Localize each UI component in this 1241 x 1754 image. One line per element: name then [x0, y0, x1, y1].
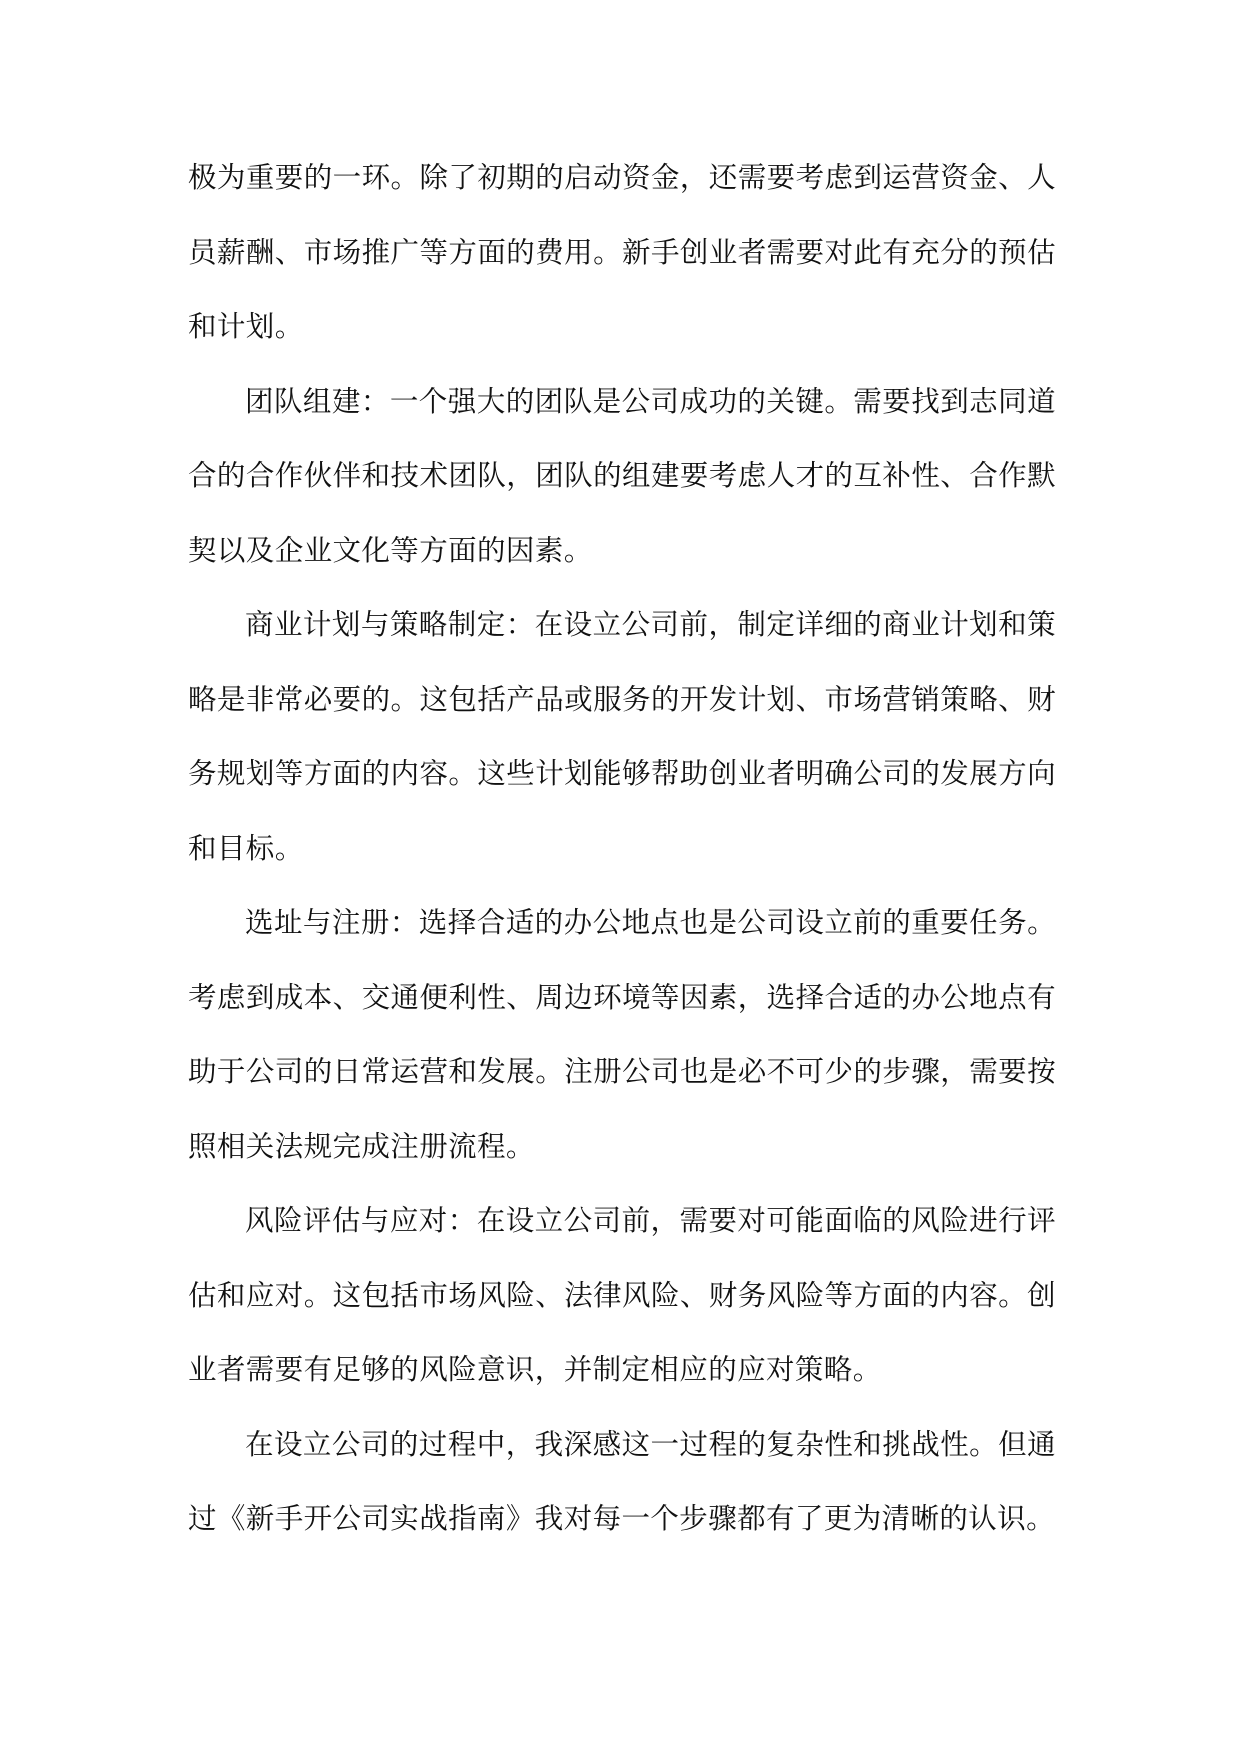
body-text [188, 141, 1056, 1557]
paragraph-risk-assessment: 风险评估与应对：在设立公司前，需要对可能面临的风险进行评估和应对。这包括市场风险、法律风险、财务风险等方面的内容。创业者需要有足够的风险意识，并制定相应的应对策略。 [188, 1204, 1056, 1386]
paragraph-team-building: 团队组建：一个强大的团队是公司成功的关键。需要找到志同道合的合作伙伴和技术团队，团队的组建要考虑人才的互补性、合作默契以及企业文化等方面的因素。 [188, 384, 1056, 567]
paragraph-site-registration: 选址与注册：选择合适的办公地点也是公司设立前的重要任务。考虑到成本、交通便利性、周边环境等因素，选择合适的办公地点有助于公司的日常运营和发展。注册公司也是必不可少的步骤，需要按照相关法规完成注册流程。 [188, 906, 1056, 1163]
paragraph-reflection: 在设立公司的过程中，我深感这一过程的复杂性和挑战性。但通过《新手开公司实战指南》我对每一个步骤都有了更为清晰的认识。 [188, 1427, 1056, 1535]
paragraph-continuation: 极为重要的一环。除了初期的启动资金，还需要考虑到运营资金、人员薪酬、市场推广等方面的费用。新手创业者需要对此有充分的预估和计划。 [188, 161, 1056, 343]
paragraph-business-plan: 商业计划与策略制定：在设立公司前，制定详细的商业计划和策略是非常必要的。这包括产品或服务的开发计划、市场营销策略、财务规划等方面的内容。这些计划能够帮助创业者明确公司的发展方向和目标。 [188, 608, 1056, 865]
